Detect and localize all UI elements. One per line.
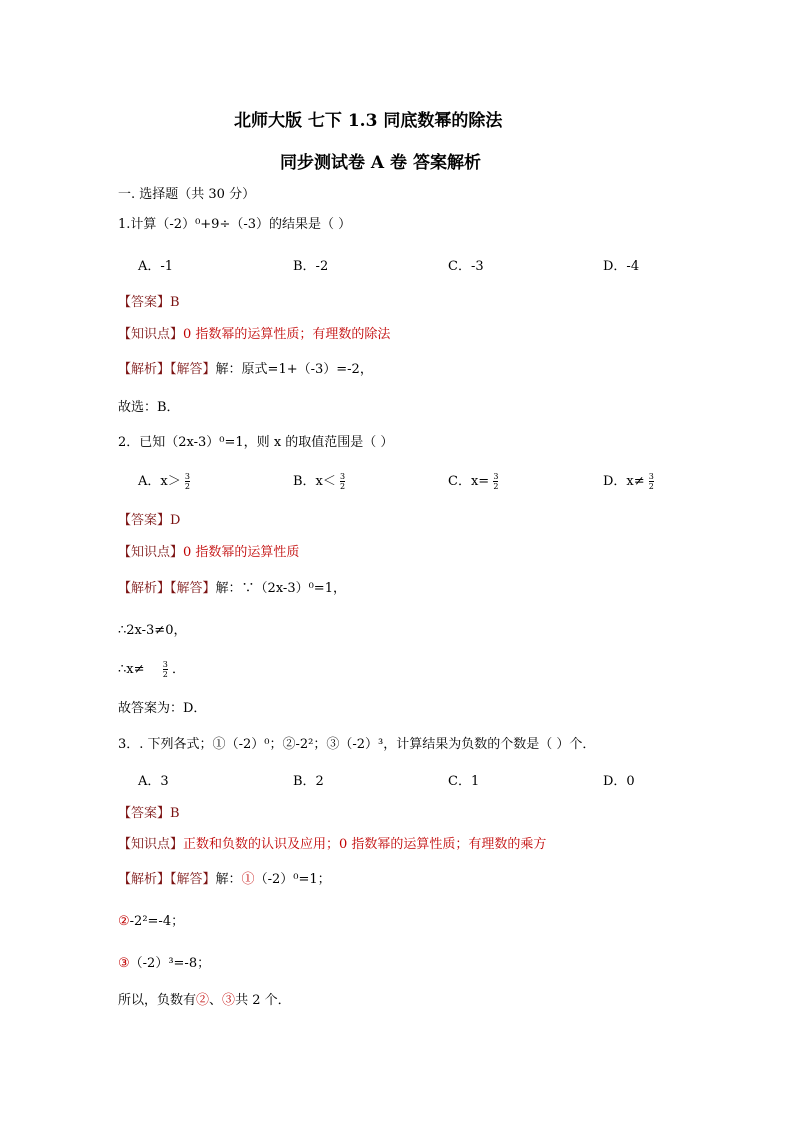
q3-conclusion: 所以，负数有②、③共 2 个． xyxy=(118,993,291,1008)
q2-conclusion: 故答案为：D． xyxy=(118,701,207,716)
fraction: $\frac{3}{2}$ xyxy=(162,660,168,679)
circled-1-icon: ① xyxy=(212,737,226,752)
q3-analysis: 【解析】【解答】解：①（-2）⁰=1； xyxy=(118,872,331,887)
answer-value: B xyxy=(170,295,180,310)
q1-option-b: B．-2 xyxy=(293,259,329,274)
q1-analysis xyxy=(118,358,373,377)
q1-option-d: D．-4 xyxy=(603,259,640,274)
q2-knowledge: 【知识点】0 指数幂的运算性质 xyxy=(118,545,300,560)
circled-2-icon: ② xyxy=(196,993,210,1008)
q1-conclusion: 故选：B． xyxy=(118,400,180,415)
q2-answer: 【答案】D xyxy=(118,513,181,528)
circled-3-icon: ③ xyxy=(326,737,340,752)
q3-option-c: C．1 xyxy=(448,774,480,789)
q2-option-d: D．x≠ $\frac{3}{2}$ xyxy=(603,472,654,491)
q3-knowledge: 【知识点】正数和负数的认识及应用；0 指数幂的运算性质；有理数的乘方 xyxy=(118,837,547,852)
fraction: $\frac{3}{2}$ xyxy=(493,472,499,491)
q1-option-a: A．-1 xyxy=(138,259,174,274)
q3-line3: ③（-2）³=-8； xyxy=(118,956,211,971)
fraction: $\frac{3}{2}$ xyxy=(184,472,190,491)
q2-step2: ∴x≠ $\frac{3}{2}$ ． xyxy=(118,660,186,679)
jie-label: 解： xyxy=(215,362,242,377)
q2-option-c: C．x= $\frac{3}{2}$ xyxy=(448,472,499,491)
knowledge-text: 0 指数幂的运算性质；有理数的除法 xyxy=(183,327,391,342)
q3-stem: 3．. 下列各式；①（-2）⁰；②-2²；③（-2）³，计算结果为负数的个数是（ ）个． xyxy=(118,737,596,752)
q1-stem: 1.计算（-2）⁰+9÷（-3）的结果是（ ） xyxy=(118,217,352,232)
q3-line2: ②-2²=-4； xyxy=(118,914,185,929)
circled-1-icon: ① xyxy=(241,872,255,887)
q2-analysis: 【解析】【解答】解：∵（2x-3）⁰=1， xyxy=(118,581,346,596)
circled-2-icon: ② xyxy=(118,914,130,929)
q3-option-a: A．3 xyxy=(138,774,169,789)
analysis-label: 【解析】 xyxy=(118,362,171,377)
q2-option-b: B．x＜ $\frac{3}{2}$ xyxy=(293,472,346,491)
q3-answer: 【答案】B xyxy=(118,806,180,821)
page-subtitle: 同步测试卷 A 卷 答案解析 xyxy=(280,153,481,173)
section-heading: 一. 选择题（共 30 分） xyxy=(118,187,256,202)
q3-option-b: B．2 xyxy=(293,774,324,789)
fraction: $\frac{3}{2}$ xyxy=(340,472,346,491)
page-title: 北师大版 七下 1.3 同底数幂的除法 xyxy=(234,111,503,131)
q1-answer xyxy=(118,291,180,310)
circled-3-icon: ③ xyxy=(118,956,130,971)
circled-2-icon: ② xyxy=(282,737,296,752)
fraction: $\frac{3}{2}$ xyxy=(648,472,654,491)
q1-knowledge xyxy=(118,323,390,342)
q2-option-a: A．x＞ $\frac{3}{2}$ xyxy=(138,472,190,491)
answer-label: 【答案】 xyxy=(118,295,171,310)
analysis-text: 原式=1+（-3）=-2， xyxy=(241,362,373,377)
q2-stem: 2．已知（2x-3）⁰=1，则 x 的取值范围是（ ） xyxy=(118,435,394,450)
q1-option-c: C．-3 xyxy=(448,259,484,274)
q2-step1: ∴2x-3≠0， xyxy=(118,623,187,638)
circled-3-icon: ③ xyxy=(222,993,236,1008)
solution-label: 【解答】 xyxy=(170,362,216,377)
knowledge-label: 【知识点】 xyxy=(118,327,184,342)
q3-option-d: D．0 xyxy=(603,774,635,789)
